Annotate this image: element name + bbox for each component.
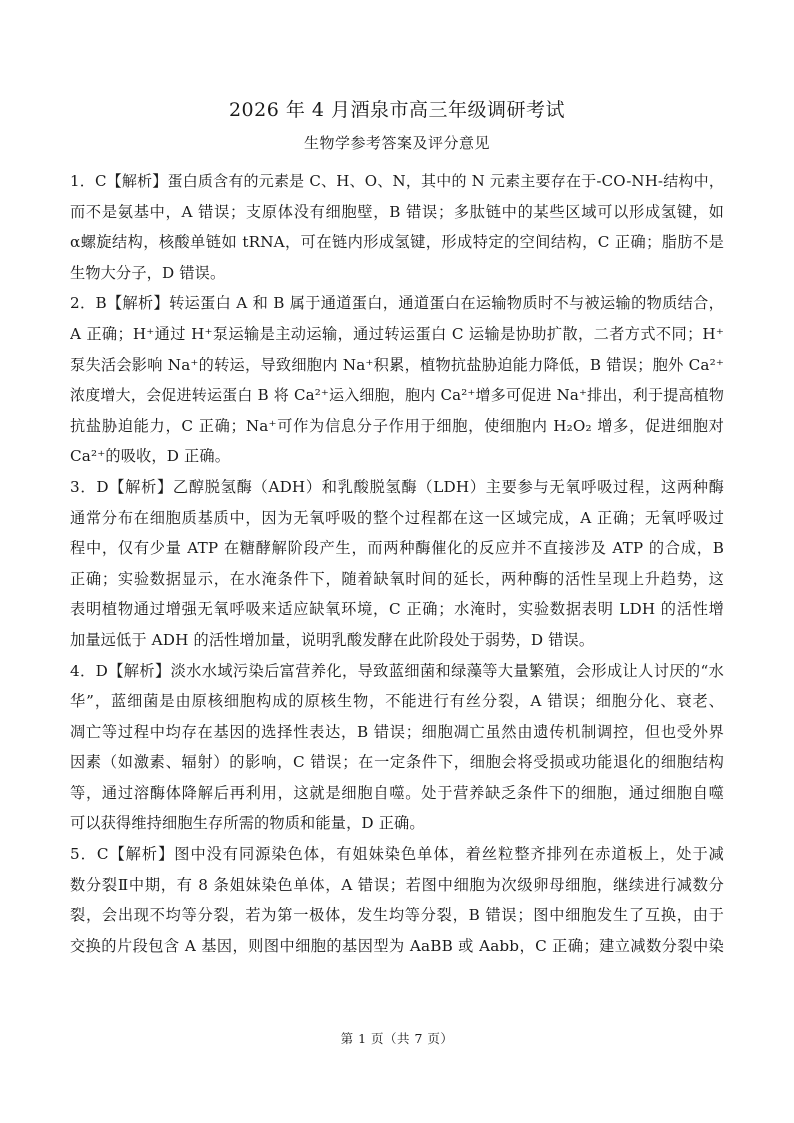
answer-line: 表明植物通过增强无氧呼吸来适应缺氧环境，C 正确；水淹时，实验数据表明 LDH 的活性增 (70, 600, 724, 619)
answer-line: 1．C【解析】蛋白质含有的元素是 C、H、O、N，其中的 N 元素主要存在于-CO-NH-结构中， (70, 172, 724, 190)
answer-item (70, 288, 724, 472)
answer-line: 交换的片段包含 A 基因，则图中细胞的基因型为 AaBB 或 Aabb，C 正确；建立减数分裂中染 (70, 936, 724, 955)
answer-line: 加量远低于 ADH 的活性增加量，说明乳酸发酵在此阶段处于弱势，D 错误。 (70, 630, 595, 649)
answer-line: 4．D【解析】淡水水域污染后富营养化，导致蓝细菌和绿藻等大量繁殖，会形成让人讨厌的“水 (70, 661, 724, 680)
answer-line: 凋亡等过程中均存在基因的选择性表达，B 错误；细胞凋亡虽然由遗传机制调控，但也受外界 (70, 722, 724, 741)
page-number: 第 1 页（共 7 页） (340, 1031, 454, 1046)
answer-line: 华”，蓝细菌是由原核细胞构成的原核生物，不能进行有丝分裂，A 错误；细胞分化、衰老、 (70, 692, 724, 711)
answer-line: 通常分布在细胞质基质中，因为无氧呼吸的整个过程都在这一区域完成，A 正确；无氧呼吸过 (70, 508, 724, 527)
answer-line: 可以获得维持细胞生存所需的物质和能量，D 正确。 (70, 814, 425, 833)
answer-line: 生物大分子，D 错误。 (70, 263, 226, 282)
answer-item (70, 839, 724, 961)
answer-line: 泵失活会影响 Na⁺的转运，导致细胞内 Na⁺积累，植物抗盐胁迫能力降低，B 错误；胞外 Ca²⁺ (70, 355, 724, 374)
answer-line: 等，通过溶酶体降解后再利用，这就是细胞自噬。处于营养缺乏条件下的细胞，通过细胞自噬 (70, 783, 724, 802)
answer-line: 程中，仅有少量 ATP 在糖酵解阶段产生，而两种酶催化的反应并不直接涉及 ATP 的合成，B (70, 539, 724, 558)
answer-line: Ca²⁺的吸收，D 正确。 (70, 447, 231, 466)
answer-line: 2．B【解析】转运蛋白 A 和 B 属于通道蛋白，通道蛋白在运输物质时不与被运输的物质结合， (70, 294, 724, 313)
answer-line: 裂，会出现不均等分裂，若为第一极体，发生均等分裂，B 错误；图中细胞发生了互换，由于 (70, 906, 724, 925)
answer-item (70, 166, 724, 288)
answer-line: 5．C【解析】图中没有同源染色体，有姐妹染色单体，着丝粒整齐排列在赤道板上，处于减 (70, 845, 724, 864)
answer-line: 数分裂Ⅱ中期，有 8 条姐妹染色单体，A 错误；若图中细胞为次级卵母细胞，继续进行减数分 (70, 875, 724, 894)
answer-line: 浓度增大，会促进转运蛋白 B 将 Ca²⁺运入细胞，胞内 Ca²⁺增多可促进 Na⁺排出，利于提高植物 (70, 386, 724, 405)
answer-item (70, 472, 724, 656)
document-subtitle: 生物学参考答案及评分意见 (303, 134, 490, 152)
document-title: 2026 年 4 月酒泉市高三年级调研考试 (228, 99, 566, 121)
answer-line: α螺旋结构，核酸单链如 tRNA，可在链内形成氢键，形成特定的空间结构，C 正确；脂肪不是 (70, 233, 724, 252)
answer-list (70, 166, 724, 961)
answer-line: 正确；实验数据显示，在水淹条件下，随着缺氧时间的延长，两种酶的活性呈现上升趋势，这 (70, 569, 724, 588)
answer-item (70, 656, 724, 840)
answer-line: A 正确；H⁺通过 H⁺泵运输是主动运输，通过转运蛋白 C 运输是协助扩散，二者方式不同；H⁺ (70, 324, 724, 343)
answer-line: 因素（如激素、辐射）的影响，C 错误；在一定条件下，细胞会将受损或功能退化的细胞结构 (70, 753, 724, 772)
answer-line: 3．D【解析】乙醇脱氢酶（ADH）和乳酸脱氢酶（LDH）主要参与无氧呼吸过程，这两种酶 (70, 477, 724, 496)
answer-line: 抗盐胁迫能力，C 正确；Na⁺可作为信息分子作用于细胞，使细胞内 H₂O₂ 增多，促进细胞对 (70, 416, 724, 435)
answer-line: 而不是氨基中，A 错误；支原体没有细胞壁，B 错误；多肽链中的某些区域可以形成氢键，如 (70, 202, 724, 221)
